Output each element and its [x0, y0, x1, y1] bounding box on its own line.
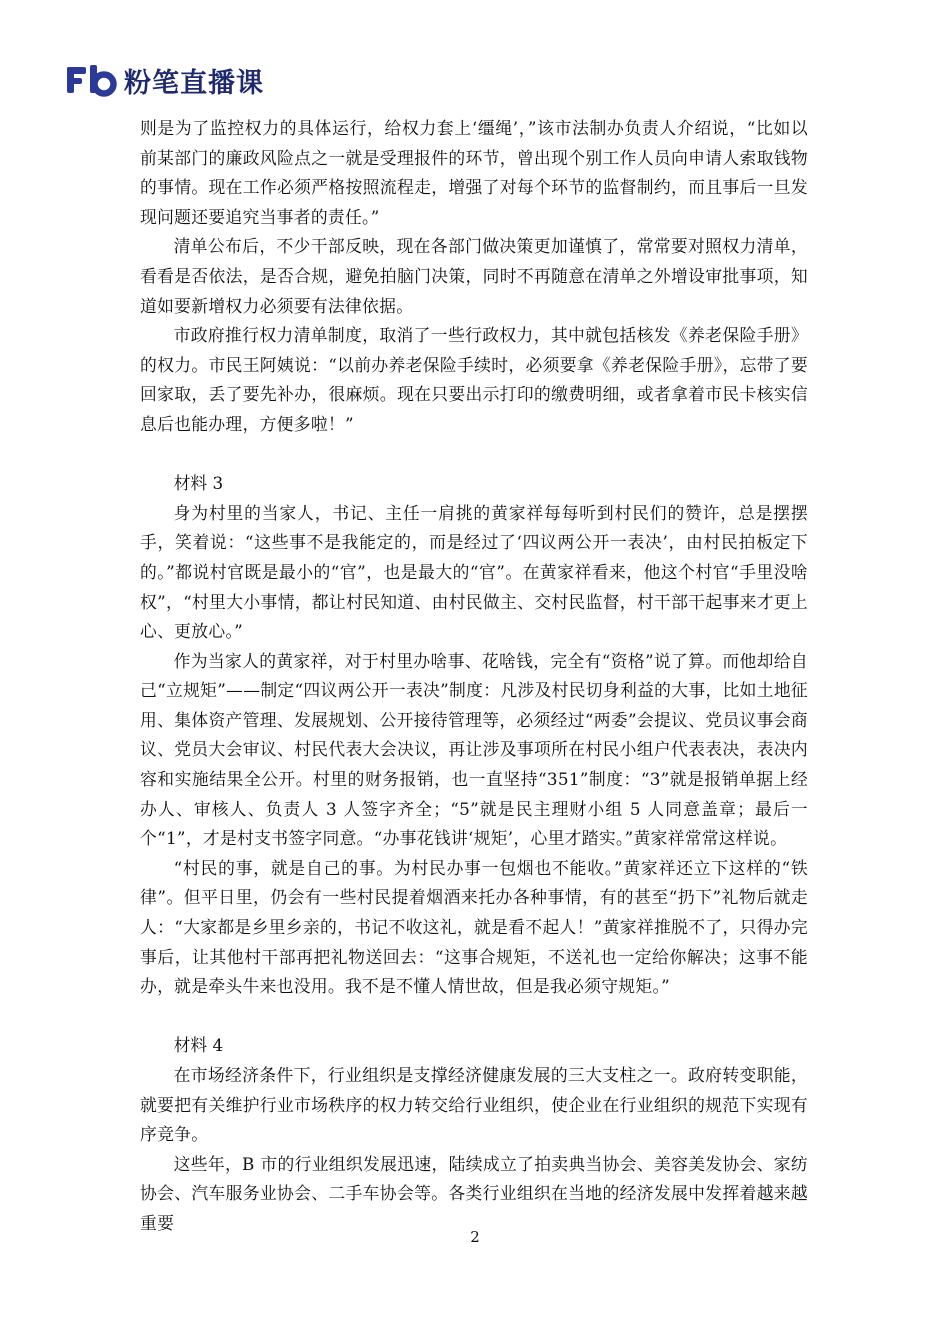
paragraph: 这些年，B 市的行业组织发展迅速，陆续成立了拍卖典当协会、美容美发协会、家纺协会、汽车服务业协会、二手车协会等。各类行业组织在当地的经济发展中发挥着越来越重要	[140, 1153, 808, 1233]
paragraph: 则是为了监控权力的具体运行，给权力套上‘缰绳’，”该市法制办负责人介绍说，“比如以前某部门的廉政风险点之一就是受理报件的环节，曾出现个别工作人员向申请人索取钱物的事情。现在工作必须严格按照流程走，增强了对每个环节的监督制约，而且事后一旦发现问题还要追究当事者的责任。”	[140, 118, 808, 227]
paragraph: 在市场经济条件下，行业组织是支撑经济健康发展的三大支柱之一。政府转变职能，就要把有关维护行业市场秩序的权力转交给行业组织，使企业在行业组织的规范下实现有序竞争。	[140, 1065, 808, 1145]
page-header	[66, 60, 264, 100]
brand-name: 粉笔直播课	[124, 67, 264, 99]
section-title-material-4: 材料 4	[173, 1035, 224, 1056]
page-number: 2	[470, 1228, 480, 1246]
paragraph: 清单公布后，不少干部反映，现在各部门做决策更加谨慎了，常常要对照权力清单，看看是否依法，是否合规，避免拍脑门决策，同时不再随意在清单之外增设审批事项，知道如要新增权力必须要有法律依据。	[140, 236, 808, 316]
paragraph: 市政府推行权力清单制度，取消了一些行政权力，其中就包括核发《养老保险手册》的权力。市民王阿姨说：“以前办养老保险手续时，必须要拿《养老保险手册》，忘带了要回家取，丢了要先补办，很麻烦。现在只要出示打印的缴费明细，或者拿着市民卡核实信息后也能办理，方便多啦！”	[140, 325, 808, 434]
paragraph: 身为村里的当家人，书记、主任一肩挑的黄家祥每每听到村民们的赞许，总是摆摆手，笑着说：“这些事不是我能定的，而是经过了‘四议两公开一表决’，由村民拍板定下的。”都说村官既是最小的“官”，也是最大的“官”。在黄家祥看来，他这个村官“手里没啥权”，“村里大小事情，都让村民知道、由村民做主、交村民监督，村干部干起事来才更上心、更放心。”	[140, 502, 808, 642]
fb-logo-icon	[66, 63, 118, 97]
paragraph: 作为当家人的黄家祥，对于村里办啥事、花啥钱，完全有“资格”说了算。而他却给自己“立规矩”——制定“四议两公开一表决”制度：凡涉及村民切身利益的大事，比如土地征用、集体资产管理、发展规划、公开接待管理等，必须经过“两委”会提议、党员议事会商议、党员大会审议、村民代表大会决议，再让涉及事项所在村民小组户代表表决，表决内容和实施结果全公开。村里的财务报销，也一直坚持“351”制度：“3”就是报销单据上经办人、审核人、负责人 3 人签字齐全；“5”就是民主理财小组 5 人同意盖章；最后一个“1”，才是村支书签字同意。“办事花钱讲‘规矩’，心里才踏实。”黄家祥常常这样说。	[140, 650, 808, 849]
paragraph: “村民的事，就是自己的事。为村民办事一包烟也不能收。”黄家祥还立下这样的“铁律”。但平日里，仍会有一些村民提着烟酒来托办各种事情，有的甚至“扔下”礼物后就走人：“大家都是乡里乡亲的，书记不收这礼，就是看不起人！”黄家祥推脱不了，只得办完事后，让其他村干部再把礼物送回去：“这事合规矩，不送礼也一定给你解决；这事不能办，就是牵头牛来也没用。我不是不懂人情世故，但是我必须守规矩。”	[140, 857, 808, 997]
section-title-material-3: 材料 3	[173, 473, 224, 494]
document-body	[140, 114, 808, 1239]
